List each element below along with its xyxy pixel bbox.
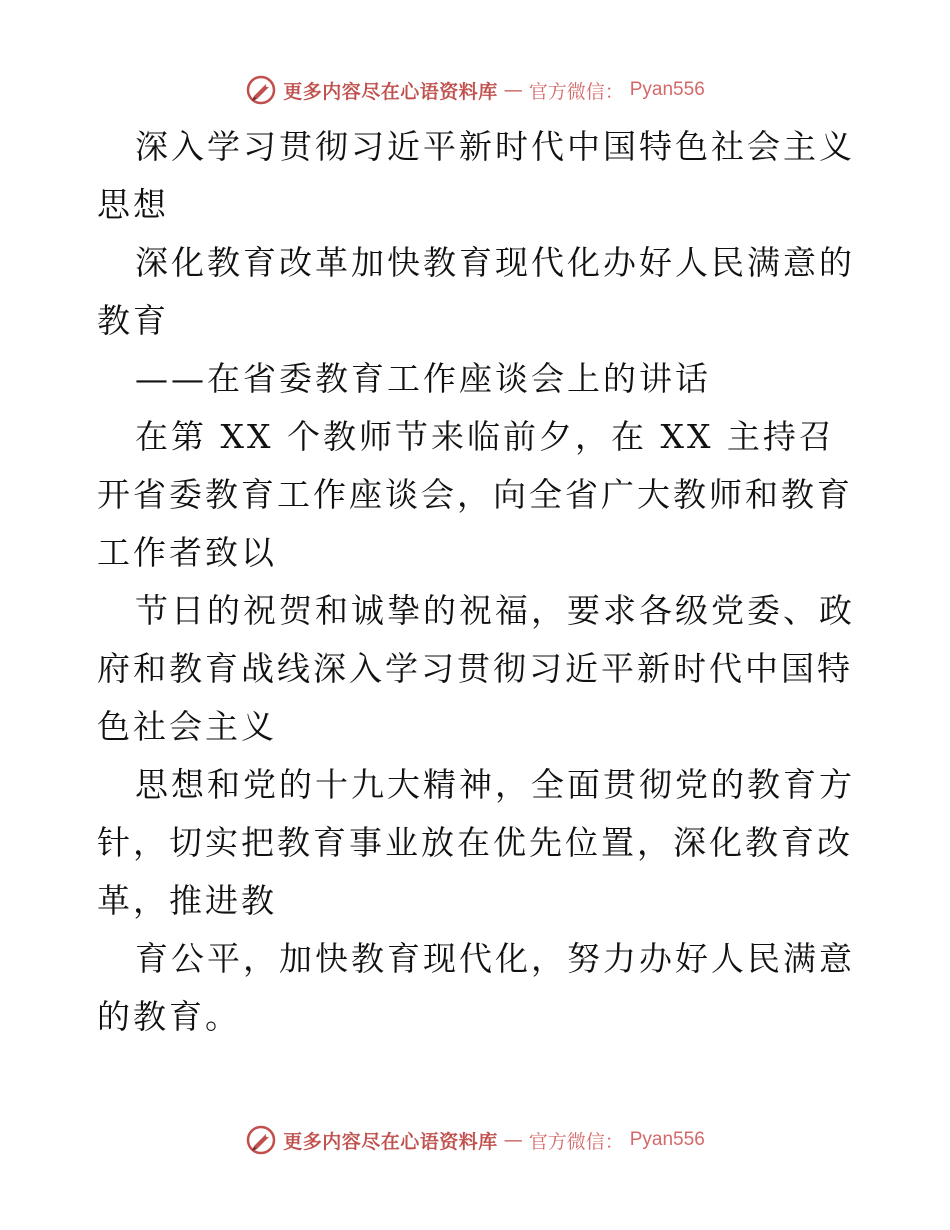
footer-banner-text: 更多内容尽在心语资料库: [283, 1130, 498, 1153]
pen-logo-icon: [245, 1124, 277, 1156]
pen-logo-icon: [245, 74, 277, 106]
header-banner-wechat-id: Pyan556: [629, 79, 705, 100]
footer-banner: [0, 1122, 950, 1158]
title-line-2: 深化教育改革加快教育现代化办好人民满意的教育: [97, 243, 855, 340]
subtitle: ——在省委教育工作座谈会上的讲话: [135, 359, 711, 398]
paragraph-3: 思想和党的十九大精神，全面贯彻党的教育方针，切实把教育事业放在优先位置，深化教育改革，推进教: [97, 765, 855, 920]
paragraph-4: 育公平，加快教育现代化，努力办好人民满意的教育。: [97, 939, 855, 1036]
paragraph-1: 在第 XX 个教师节来临前夕，在 XX 主持召开省委教育工作座谈会，向全省广大教师和教育工作者致以: [97, 417, 853, 572]
footer-banner-inner: [245, 1124, 705, 1156]
header-banner-wechat-label: 官方微信：: [528, 80, 624, 103]
footer-banner-dash: —: [503, 1129, 523, 1151]
header-banner-dash: —: [503, 79, 523, 101]
footer-banner-wechat-label: 官方微信：: [528, 1130, 624, 1153]
title-line-1: 深入学习贯彻习近平新时代中国特色社会主义思想: [97, 127, 855, 224]
header-banner-inner: [245, 74, 705, 106]
paragraph-2: 节日的祝贺和诚挚的祝福，要求各级党委、政府和教育战线深入学习贯彻习近平新时代中国特色社会主义: [97, 591, 855, 746]
footer-banner-wechat-id: Pyan556: [629, 1129, 705, 1150]
header-banner: [0, 72, 950, 108]
header-banner-text: 更多内容尽在心语资料库: [283, 80, 498, 103]
document-body: [97, 118, 857, 1046]
